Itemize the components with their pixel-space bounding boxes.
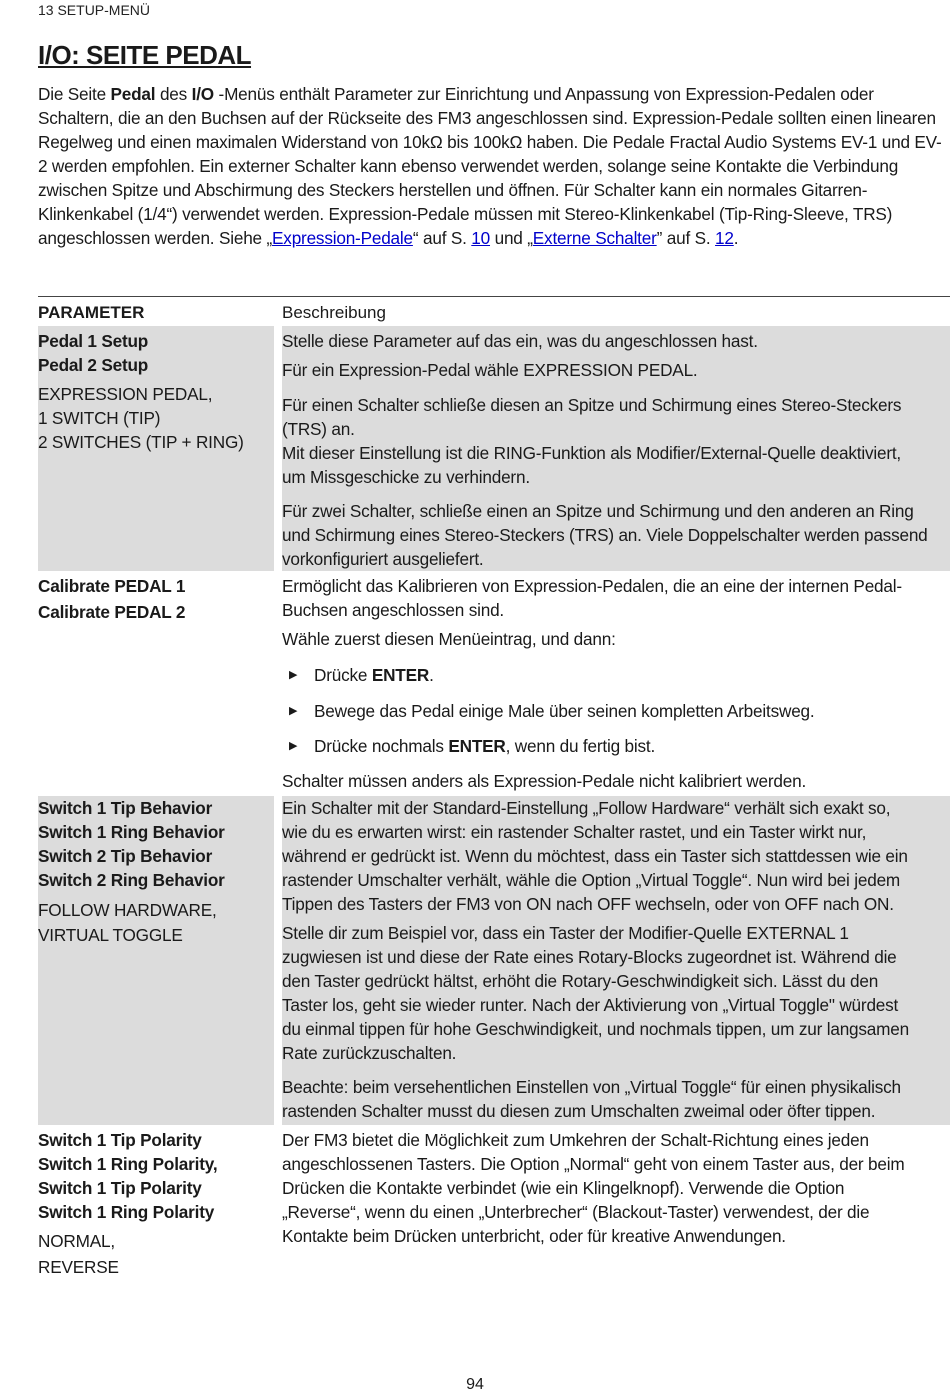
param-label: Calibrate PEDAL 2 <box>38 602 186 622</box>
description-line: (TRS) an. <box>282 419 355 439</box>
bullet-item: Drücke ENTER. <box>314 665 434 685</box>
description-line: Für einen Schalter schließe diesen an Spitze und Schirmung eines Stereo-Steckers <box>282 395 902 415</box>
intro-text: . <box>733 228 739 248</box>
table-row-pedal-setup <box>38 326 950 573</box>
triangle-bullet-icon: ▶ <box>289 705 298 717</box>
param-option: FOLLOW HARDWARE, <box>38 900 217 920</box>
description-line: Taster los, geht sie wieder runter. Nach der Aktivierung von „Virtual Toggle" würdest <box>282 995 899 1015</box>
param-label: Switch 1 Tip Polarity <box>38 1130 202 1150</box>
description-line: rastenden Schalter musst du diesen zum Umschalten zweimal oder öfter tippen. <box>282 1101 876 1121</box>
intro-text: des <box>155 84 192 104</box>
description-line: Kontakte beim Drücken unterbricht, oder für kreative Anwendungen. <box>282 1226 786 1246</box>
bullet-item: Drücke nochmals ENTER, wenn du fertig bist. <box>314 736 656 756</box>
intro-text: -Menüs enthält Parameter zur Einrichtung und Anpassung von Expression-Pedalen oder Schaltern, die an den Buchsen auf der Rückseite des FM3 angeschlossen sind. Expression-Pedale sollten einen linearen Regelweg und einen maximalen Widerstand von 10kΩ bis 100kΩ haben. Die Pedale Fractal Audio Systems EV-1 und EV-2 werden empfohlen. Ein externer Schalter kann ebenso verwendet werden, solange seine Kontakte die Verbindung zwischen Spitze und Abschirmung des Steckers herstellen und öffnen. Für Schalter kann ein normales Gitarren-Klinkenkabel (1/4“) verwendet werden. Expression-Pedale müssen mit Stereo-Klinkenkabel (Tip-Ring-Sleeve, TRS) angeschlossen werden. Siehe „ <box>38 84 942 248</box>
param-label: Pedal 2 Setup <box>38 355 149 375</box>
description-line: zugwiesen ist und diese der Rate eines Rotary-Blocks zugeordnet ist. Während die <box>282 947 897 967</box>
enter-key-label: ENTER <box>371 665 430 685</box>
intro-bold-pedal: Pedal <box>110 84 156 104</box>
param-option: 2 SWITCHES (TIP + RING) <box>38 432 244 452</box>
description-line: Drücken die Kontakte verbindet (wie ein Klingelknopf). Verwende die Option <box>282 1178 845 1198</box>
description-line: vorkonfiguriert ausgeliefert. <box>282 549 484 569</box>
param-label: Switch 1 Ring Polarity, <box>38 1154 218 1174</box>
triangle-bullet-icon: ▶ <box>289 669 298 681</box>
description-line: Stelle diese Parameter auf das ein, was du angeschlossen hast. <box>282 331 758 351</box>
description-line: Für ein Expression-Pedal wähle EXPRESSION PEDAL. <box>282 360 698 380</box>
column-header-beschreibung: Beschreibung <box>282 302 386 322</box>
description-line: Tippen des Tasters der FM3 von ON nach OFF wechseln, oder von OFF nach ON. <box>282 894 894 914</box>
link-externe-schalter[interactable]: Externe Schalter <box>532 228 657 248</box>
param-label: Switch 1 Tip Behavior <box>38 798 213 818</box>
description-line: Buchsen angeschlossen sind. <box>282 600 505 620</box>
description-line: und Schirmung eines Stereo-Steckers (TRS) an. Viele Doppelschalter werden passend <box>282 525 928 545</box>
link-page-10[interactable]: 10 <box>471 228 491 248</box>
table-row-switch-behavior <box>38 796 950 1127</box>
param-label: Switch 1 Tip Polarity <box>38 1178 202 1198</box>
description-line: Rate zurückzuschalten. <box>282 1043 457 1063</box>
enter-key-label: ENTER <box>448 736 506 756</box>
param-label: Pedal 1 Setup <box>38 331 149 351</box>
description-line: rastender Umschalter verhält, wähle die Option „Virtual Toggle“. Nun wird bei jedem <box>282 870 901 890</box>
param-label: Switch 2 Tip Behavior <box>38 846 213 866</box>
link-page-12[interactable]: 12 <box>715 228 734 248</box>
param-label: Calibrate PEDAL 1 <box>38 576 186 596</box>
description-line: „Reverse“, wenn du einen „Unterbrecher“ (Blackout-Taster) verwendest, der die <box>282 1202 870 1222</box>
param-label: Switch 1 Ring Behavior <box>38 822 225 842</box>
param-option: NORMAL, <box>38 1231 115 1251</box>
intro-text: “ auf S. <box>412 228 472 248</box>
description-line: den Taster gedrückt hältst, erhöht die Rotary-Geschwindigkeit sich. Lässt du den <box>282 971 879 991</box>
description-line: angeschlossenen Tasters. Die Option „Normal“ geht von einem Taster aus, der beim <box>282 1154 905 1174</box>
table-row-switch-polarity <box>38 1127 950 1287</box>
bullet-item: Bewege das Pedal einige Male über seinen kompletten Arbeitsweg. <box>314 701 815 721</box>
param-option: VIRTUAL TOGGLE <box>38 925 183 945</box>
column-header-parameter: PARAMETER <box>38 302 145 322</box>
param-option: EXPRESSION PEDAL, <box>38 384 213 404</box>
description-line: Für zwei Schalter, schließe einen an Spitze und Schirmung und den anderen an Ring <box>282 501 914 521</box>
description-line: Ermöglicht das Kalibrieren von Expression-Pedalen, die an eine der internen Pedal- <box>282 576 902 596</box>
description-line: während er gedrückt ist. Wenn du möchtest, dass ein Taster sich stattdessen wie ein <box>282 846 908 866</box>
intro-bold-io: I/O <box>191 84 214 104</box>
description-line: Stelle dir zum Beispiel vor, dass ein Taster der Modifier-Quelle EXTERNAL 1 <box>282 923 849 943</box>
intro-text: ” auf S. <box>656 228 716 248</box>
triangle-bullet-icon: ▶ <box>289 740 298 752</box>
description-line: Wähle zuerst diesen Menüeintrag, und dann: <box>282 629 616 649</box>
param-label: Switch 2 Ring Behavior <box>38 870 225 890</box>
description-line: Beachte: beim versehentlichen Einstellen von „Virtual Toggle“ für einen physikalisch <box>282 1077 901 1097</box>
running-header: 13 SETUP-MENÜ <box>38 2 151 18</box>
description-line: du einmal tippen für hohe Geschwindigkeit, und nochmals tippen, um zur langsamen <box>282 1019 909 1039</box>
param-option: 1 SWITCH (TIP) <box>38 408 161 428</box>
description-line: wie du es erwarten wirst: ein rastender Schalter rastet, und ein Taster wirkt nur, <box>282 822 867 842</box>
description-line: Ein Schalter mit der Standard-Einstellung „Follow Hardware“ verhält sich exakt so, <box>282 798 891 818</box>
link-expression-pedale[interactable]: Expression-Pedale <box>272 228 413 248</box>
intro-text: und „ <box>490 228 533 248</box>
intro-paragraph <box>38 82 943 250</box>
table-header <box>38 296 950 326</box>
description-line: Mit dieser Einstellung ist die RING-Funktion als Modifier/External-Quelle deaktiviert, <box>282 443 901 463</box>
description-line: um Missgeschicke zu verhindern. <box>282 467 530 487</box>
param-label: Switch 1 Ring Polarity <box>38 1202 215 1222</box>
page-title: I/O: SEITE PEDAL <box>38 40 252 70</box>
intro-text: Die Seite <box>38 84 111 104</box>
description-line: Schalter müssen anders als Expression-Pedale nicht kalibriert werden. <box>282 771 807 791</box>
table-row-calibrate <box>38 573 950 796</box>
param-option: REVERSE <box>38 1257 119 1277</box>
page-number: 94 <box>466 1376 484 1393</box>
parameter-table <box>38 296 950 1287</box>
description-line: Der FM3 bietet die Möglichkeit zum Umkehren der Schalt-Richtung eines jeden <box>282 1130 869 1150</box>
